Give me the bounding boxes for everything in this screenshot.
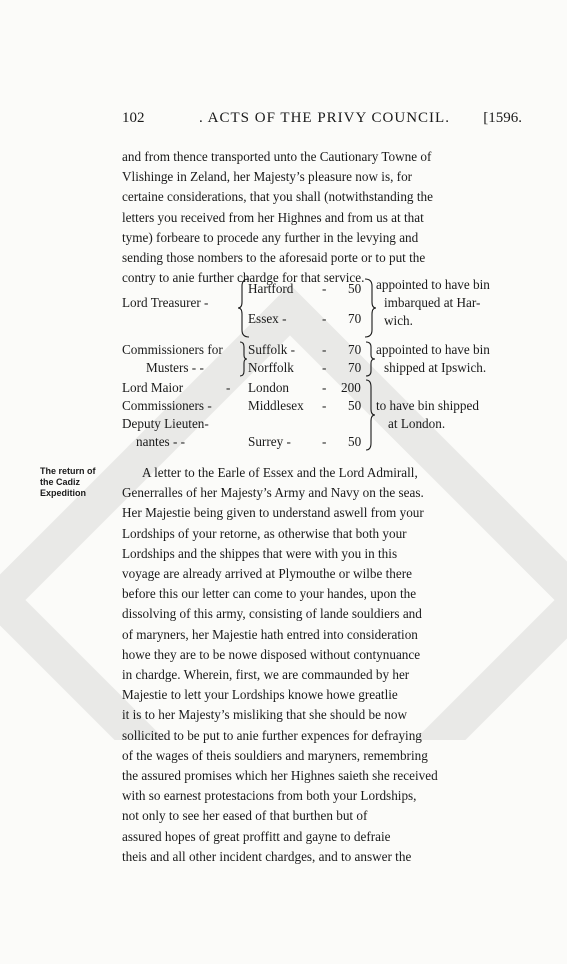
text-line: in chardge. Wherein, first, we are commaunded by her xyxy=(122,667,410,683)
right-brace xyxy=(365,379,375,451)
left-brace xyxy=(239,341,247,377)
text-line: the assured promises which her Highnes saieth she received xyxy=(122,768,438,784)
text-line: and from thence transported unto the Cautionary Towne of xyxy=(122,149,432,164)
levy-number: 70 xyxy=(348,342,362,357)
levy-number: 50 xyxy=(348,434,362,449)
note-line: appointed to have bin xyxy=(376,342,490,357)
levy-number: 50 xyxy=(348,281,362,296)
text-line: theis and all other incident chardges, and to answer the xyxy=(122,848,412,864)
note-line: shipped at Ipswich. xyxy=(384,360,487,375)
text-line: letters you received from her Highnes and from us at that xyxy=(122,209,424,225)
officer-label: Lord Treasurer - xyxy=(122,295,209,310)
dash: - xyxy=(322,342,327,357)
text-line: with so earnest protestacions from both your Lordships, xyxy=(122,788,417,804)
text-line: tyme) forbeare to procede any further in the levying and xyxy=(122,229,419,245)
text-line: sending those nombers to the aforesaid porte or to put the xyxy=(122,250,426,266)
county: Middlesex xyxy=(248,398,304,413)
text-line: it is to her Majesty’s misliking that she should be now xyxy=(122,707,407,723)
note-line: appointed to have bin xyxy=(376,277,490,292)
text-line: before this our letter can come to your handes, upon the xyxy=(122,586,417,602)
right-brace xyxy=(364,278,376,338)
text-line: Lordships and the shippes that were with you in this xyxy=(122,545,398,561)
text-line: assured hopes of great proffitt and gayne to defraie xyxy=(122,828,391,844)
levy-number: 70 xyxy=(348,360,362,375)
levy-number: 200 xyxy=(341,380,361,395)
text-line: sollicited to be put to anie further expences for defraying xyxy=(122,727,422,743)
county: Norffolk xyxy=(248,360,294,375)
margin-note-line: the Cadiz xyxy=(40,477,81,487)
text-line: certaine considerations, that you shall (notwithstanding the xyxy=(122,189,433,205)
levy-number: 70 xyxy=(348,311,362,326)
levy-table xyxy=(122,278,522,458)
text-line: Her Majestie being given to understand aswell from your xyxy=(122,505,424,521)
right-brace xyxy=(365,341,375,377)
margin-note-line: The return of xyxy=(40,466,96,476)
text-line: dissolving of this army, consisting of lande souldiers and xyxy=(122,606,422,622)
text-line: Generralles of her Majesty’s Army and Navy on the seas. xyxy=(122,485,424,501)
running-head xyxy=(122,110,522,132)
page-number: 102 xyxy=(122,110,145,126)
text-line: of maryners, her Majestie hath entred into consideration xyxy=(122,626,418,642)
county: Hartford xyxy=(248,281,294,296)
text-line: howe they are to be nowe disposed without contynuance xyxy=(122,646,421,662)
officer-label: Musters - - xyxy=(146,360,204,375)
dash: - xyxy=(322,281,327,296)
officer-label: Commissioners - xyxy=(122,398,212,413)
note-line: to have bin shipped xyxy=(376,398,479,413)
officer-label: Deputy Lieuten- xyxy=(122,416,209,431)
officer-label: Commissioners for xyxy=(122,342,223,357)
county: Essex - xyxy=(248,311,287,326)
dash: - xyxy=(322,311,327,326)
levy-number: 50 xyxy=(348,398,362,413)
dash: - xyxy=(322,434,327,449)
officer-label: Lord Maior xyxy=(122,380,184,395)
county: Suffolk - xyxy=(248,342,296,357)
note-line: at London. xyxy=(388,416,446,431)
year: [1596. xyxy=(483,110,522,126)
text-line: A letter to the Earle of Essex and the Lord Admirall, xyxy=(142,465,418,480)
dash: - xyxy=(226,380,231,395)
text-line: voyage are already arrived at Plymouthe or wilbe there xyxy=(122,566,413,582)
text-line: Majestie to lett your Lordships knowe howe greatlie xyxy=(122,687,398,703)
paragraph-2 xyxy=(122,463,518,867)
note-line: imbarqued at Har- xyxy=(384,295,481,310)
text-line: not only to see her eased of that burthen but of xyxy=(122,808,368,824)
officer-label: nantes - - xyxy=(136,434,186,449)
book-title: . ACTS OF THE PRIVY COUNCIL. xyxy=(199,110,450,126)
margin-note-line: Expedition xyxy=(40,488,87,498)
text-line: of the wages of theis souldiers and maryners, remembring xyxy=(122,747,428,763)
dash: - xyxy=(322,380,327,395)
text-line: Lordships of your retorne, as otherwise that both your xyxy=(122,525,407,541)
text-line: contry to anie further chardge for that service. xyxy=(122,270,365,286)
margin-note xyxy=(40,466,116,499)
county: Surrey - xyxy=(248,434,291,449)
text-line: Vlishinge in Zeland, her Majesty’s pleasure now is, for xyxy=(122,169,413,185)
paragraph-1 xyxy=(122,147,518,288)
dash: - xyxy=(322,398,327,413)
county: London xyxy=(248,380,290,395)
dash: - xyxy=(322,360,327,375)
note-line: wich. xyxy=(384,313,413,328)
